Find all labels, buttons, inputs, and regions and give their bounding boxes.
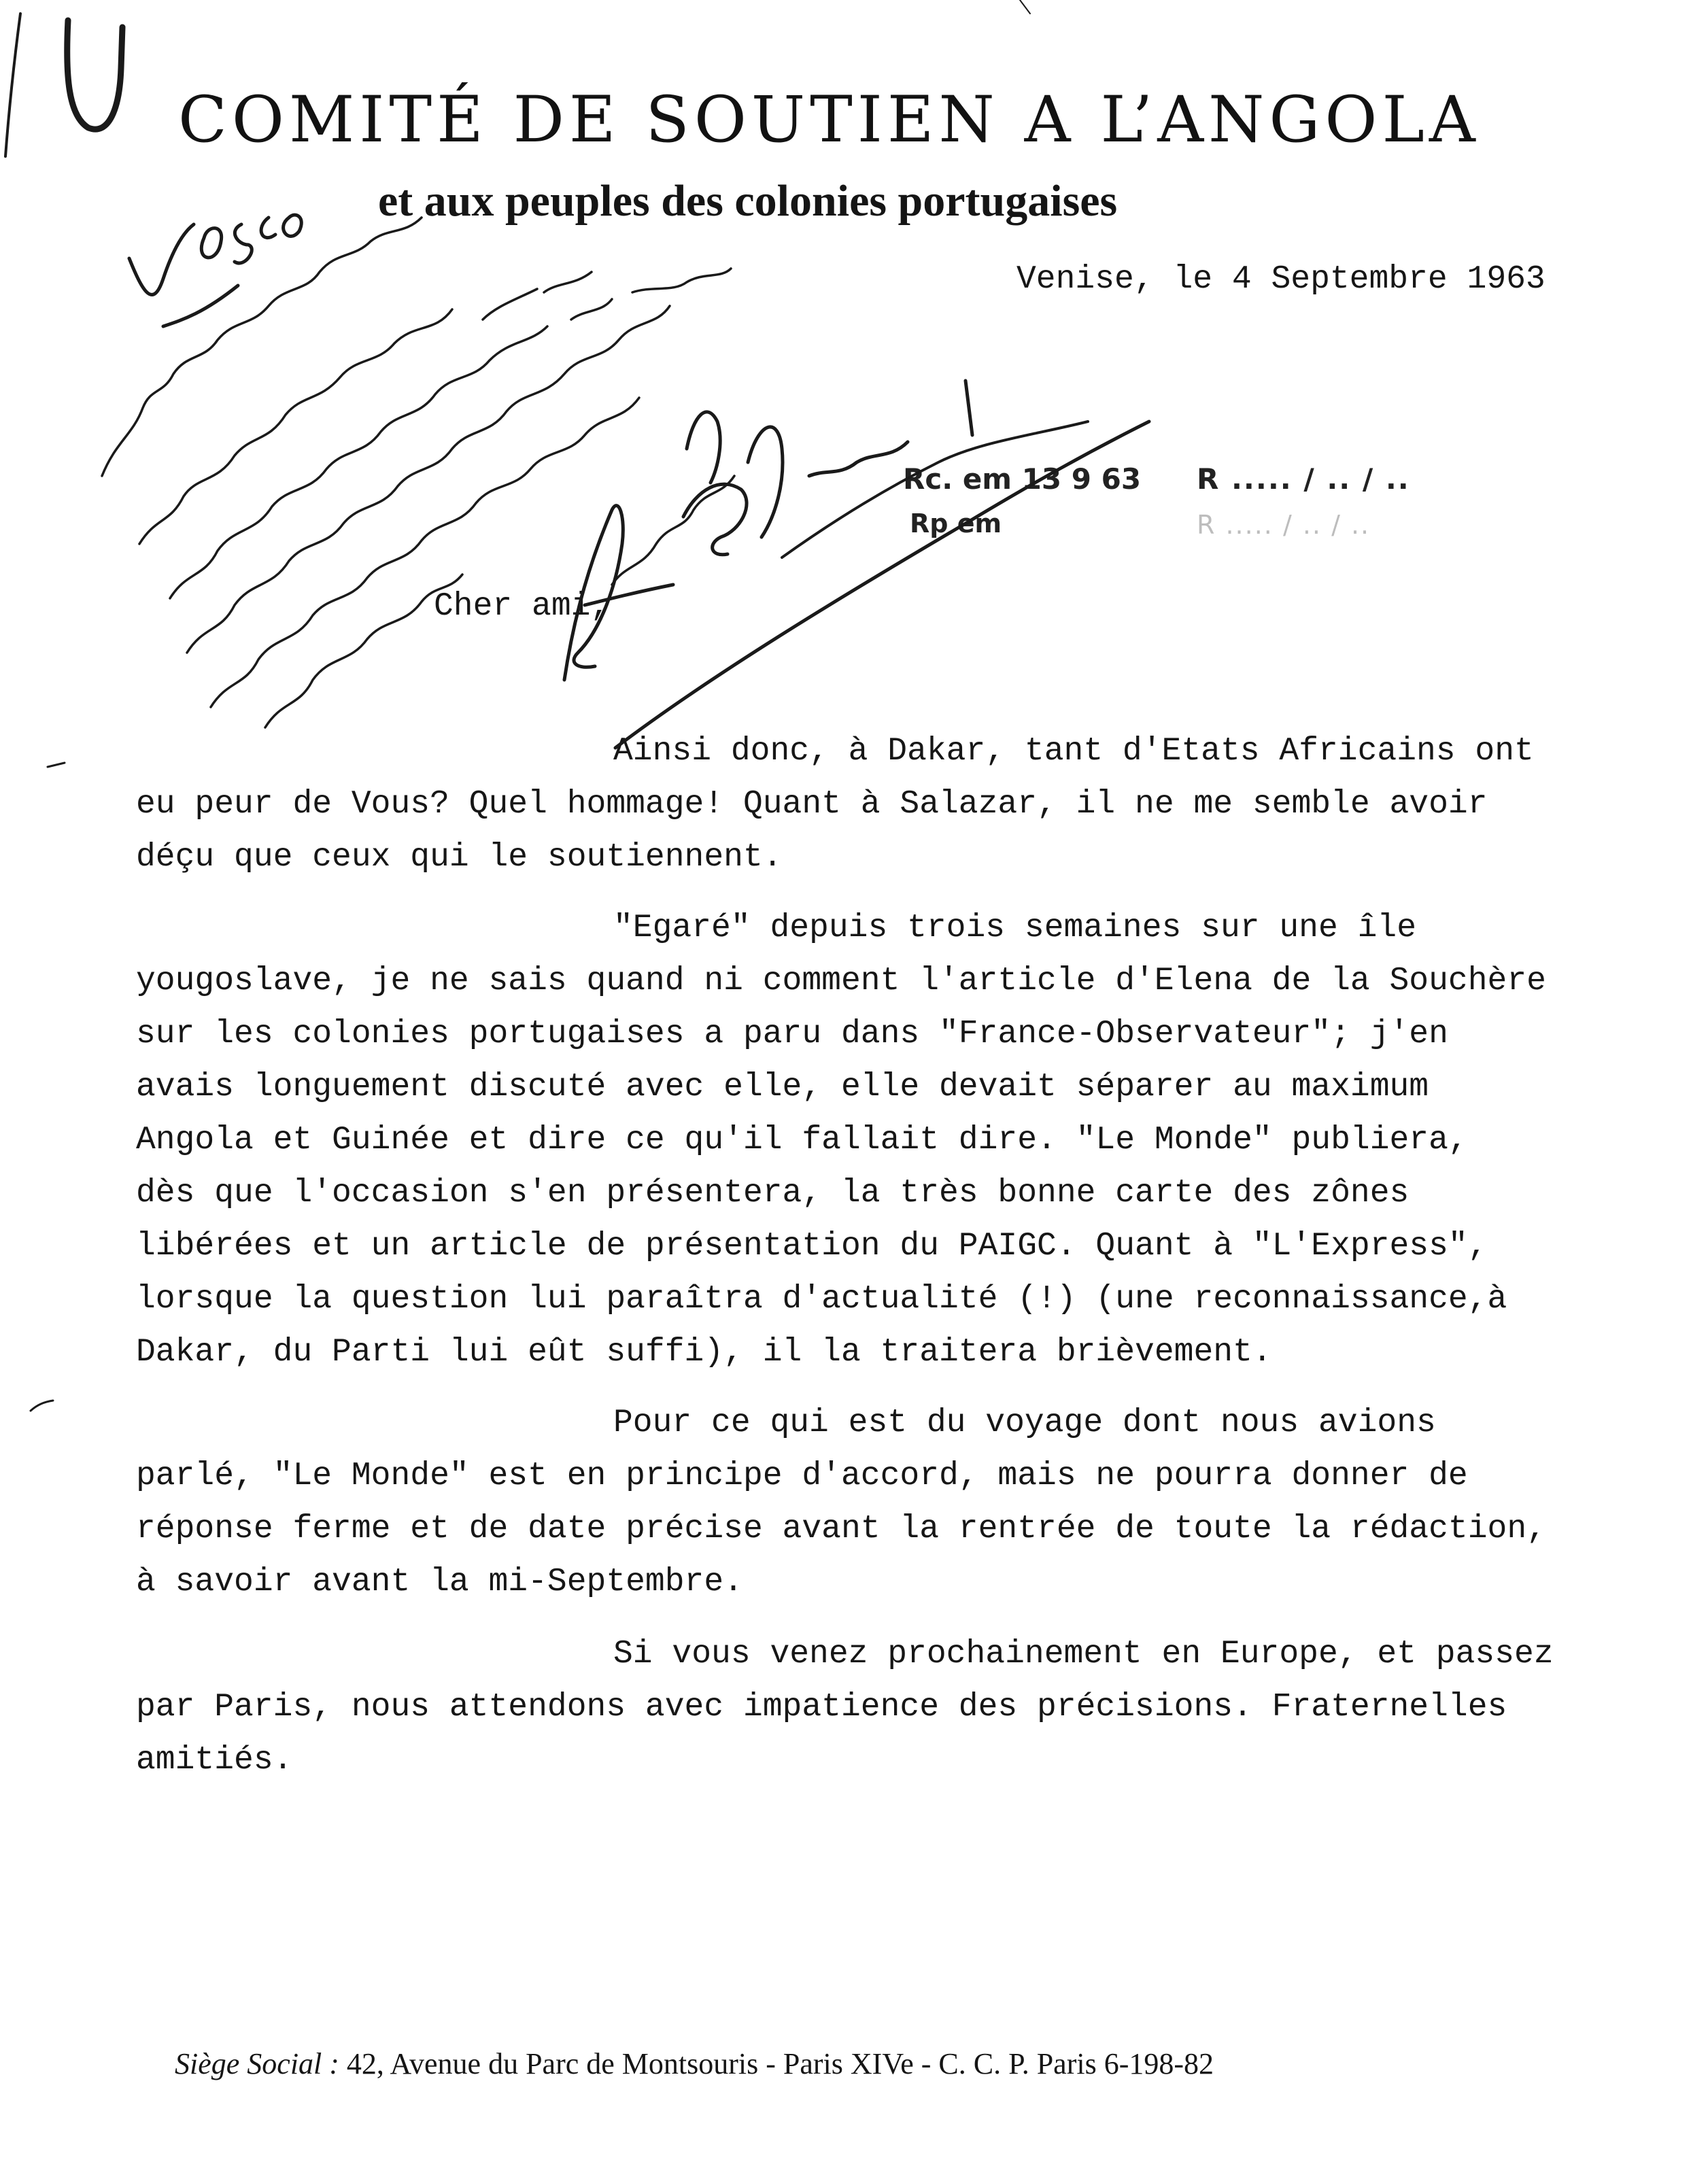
paragraph-2-line-7: libérées et un article de présentation du PAIGC. Quant à "L'Express", (136, 1228, 1488, 1265)
greeting: Cher ami, (434, 588, 611, 625)
margin-tick-top (1020, 0, 1030, 14)
margin-tick-1 (48, 763, 65, 767)
paragraph-3-line-1: Pour ce qui est du voyage dont nous avions (613, 1405, 1436, 1441)
paragraph-3-line-4: à savoir avant la mi-Septembre. (136, 1564, 743, 1600)
margin-stroke-top-left (5, 14, 20, 156)
paragraph-2-line-1: "Egaré" depuis trois semaines sur une île (613, 910, 1416, 946)
stamp-received-tail: R ..... / .. / .. (1197, 462, 1410, 496)
paragraph-2-line-8: lorsque la question lui paraîtra d'actualité (!) (une reconnaissance,à (136, 1281, 1507, 1318)
paragraph-2-line-5: Angola et Guinée et dire ce qu'il fallait dire. "Le Monde" publiera, (136, 1122, 1468, 1159)
paragraph-4-line-2: par Paris, nous attendons avec impatience des précisions. Fraternelles (136, 1689, 1507, 1726)
paragraph-1-line-1: Ainsi donc, à Dakar, tant d'Etats Africains ont (613, 733, 1534, 770)
paragraph-3-line-3: réponse ferme et de date précise avant la rentrée de toute la rédaction, (136, 1511, 1546, 1547)
footer-address-text: 42, Avenue du Parc de Montsouris - Paris XIVe - C. C. P. Paris 6-198-82 (346, 2047, 1214, 2080)
margin-tick-2 (31, 1401, 53, 1411)
paragraph-3-line-2: parlé, "Le Monde" est en principe d'accord, mais ne pourra donner de (136, 1458, 1468, 1494)
corner-u-mark (67, 20, 122, 129)
paragraph-2-line-6: dès que l'occasion s'en présentera, la très bonne carte des zônes (136, 1175, 1410, 1212)
paragraph-4-line-1: Si vous venez prochainement en Europe, et passez (613, 1636, 1554, 1672)
letterhead-title: COMITÉ DE SOUTIEN A L’ANGOLA (178, 83, 1480, 157)
letter-date: Venise, le 4 Septembre 1963 (1017, 261, 1545, 298)
paragraph-4-line-3: amitiés. (136, 1742, 293, 1779)
footer-label: Siège Social : (175, 2047, 339, 2080)
handwritten-note-lines (102, 218, 734, 727)
paragraph-1-line-3: déçu que ceux qui le soutiennent. (136, 839, 783, 876)
handwritten-signature (564, 381, 1088, 680)
paragraph-1-line-2: eu peur de Vous? Quel hommage! Quant à Salazar, il ne me semble avoir (136, 786, 1488, 823)
stamp-replied-tail: R ..... / .. / .. (1197, 510, 1371, 540)
paragraph-2-line-9: Dakar, du Parti lui eût suffi), il la traitera brièvement. (136, 1334, 1272, 1371)
paragraph-2-line-3: sur les colonies portugaises a paru dans "France-Observateur"; j'en (136, 1016, 1448, 1052)
stamp-replied: Rp em (910, 509, 1002, 538)
paragraph-2-line-4: avais longuement discuté avec elle, elle devait séparer au maximum (136, 1069, 1429, 1105)
paragraph-2-line-2: yougoslave, je ne sais quand ni comment l'article d'Elena de la Souchère (136, 963, 1546, 999)
handwritten-vasco (129, 215, 301, 326)
stamp-received: Rc. em 13 9 63 (903, 462, 1142, 496)
letterhead-subtitle: et aux peuples des colonies portugaises (378, 176, 1118, 226)
footer-address (175, 2046, 1214, 2081)
